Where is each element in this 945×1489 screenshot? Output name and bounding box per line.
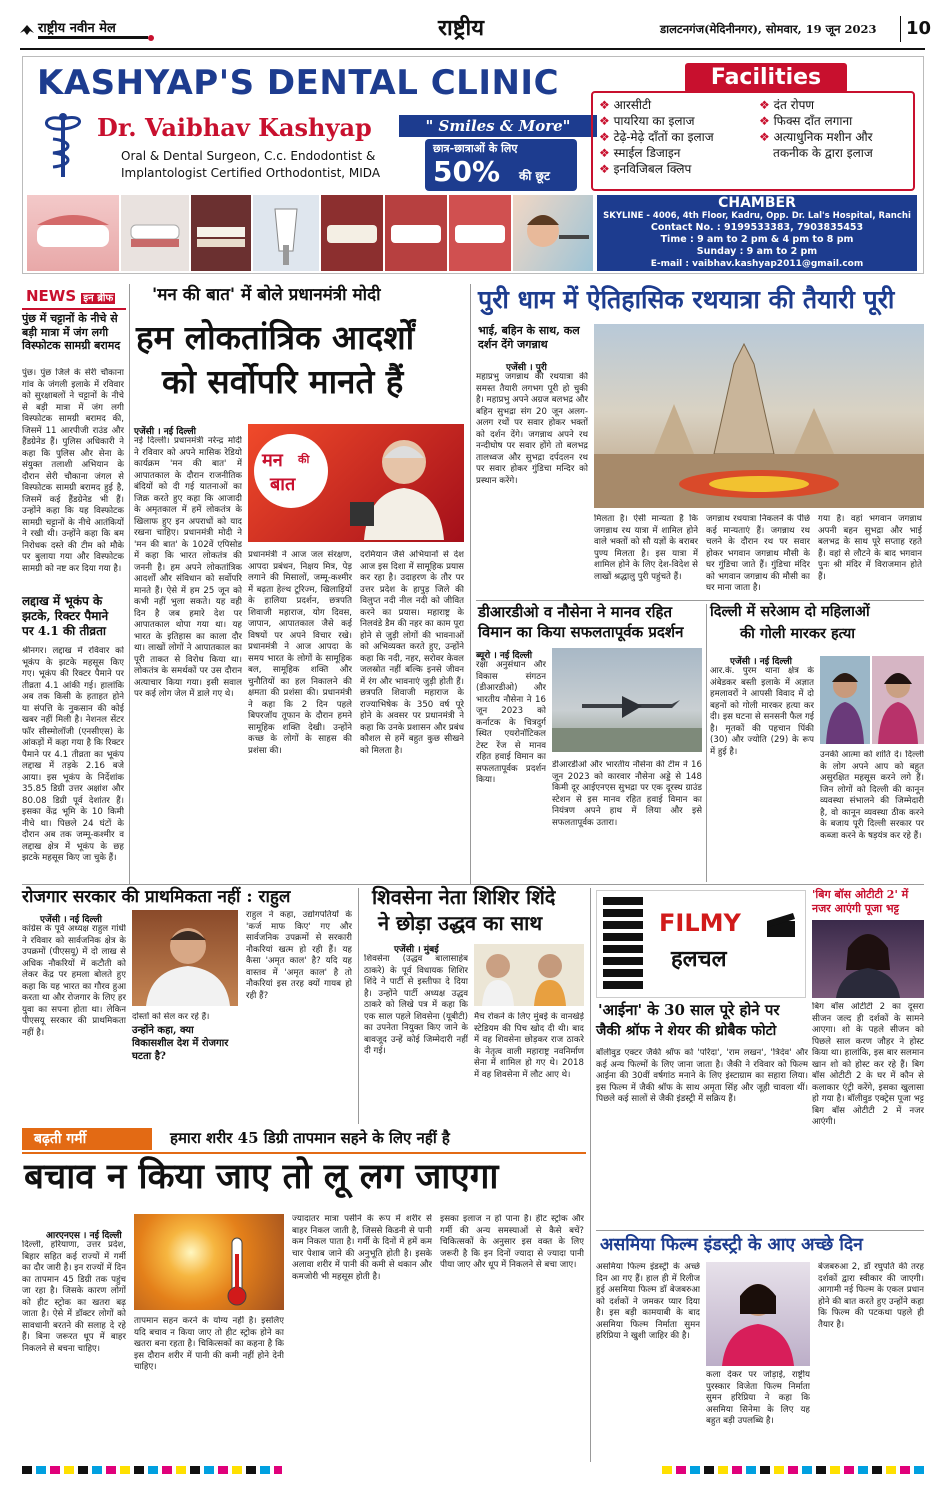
article-body: महाप्रभु जगन्नाथ की रथयात्रा की समस्त तैयारी लगभग पूरी हो चुकी है। महाप्रभु अपने अग्रज बलभद्र और बहिन सुभद्रा संग 20 जून अलग-अलग रथों पर सवार होकर भक्तों को दर्शन देंगे। जगन्नाथ अपने रथ नन्दीघोष पर सवार होंगे तो बलभद्र तालध्वज और सुभद्रा दर्पदलन रथ पर सवार होकर गुंडिचा मन्दिर को प्रस्थान करेंगे। [476, 372, 588, 486]
drdo-article [476, 604, 702, 882]
clapper-icon [765, 911, 797, 939]
brand-red-dot [148, 35, 154, 41]
facility-item: ❖ फिक्स दाँत लगाना [759, 114, 853, 128]
victim-photo [872, 656, 924, 744]
article-headline: को सर्वोपरि मानते हैं [162, 362, 404, 401]
dateline: एजेंसी । नई दिल्ली [40, 915, 102, 925]
article-headline: दिल्ली में सरेआम दो महिलाओं [710, 603, 870, 620]
article-headline: ने छोड़ा उद्धव का साथ [378, 911, 543, 935]
puri-temple-photo [594, 324, 924, 508]
chamber-email: E-mail : vaibhav.kashyap2011@gmail.com [650, 259, 864, 269]
article-body: कला देकर पर जोड़ाई, राष्ट्रीय पुरस्कार विजेता फिल्म निर्माता सुमन हरिप्रिया ने कहा कि असमिया सिनेमा के लिए यह बहुत बड़ी उपलब्धि है। [706, 1370, 810, 1426]
actress-photo [706, 1262, 810, 1366]
masthead [20, 14, 932, 50]
facility-item: ❖ टेढ़े-मेढ़े दाँतों का इलाज [599, 130, 714, 144]
chamber-time: Time : 9 am to 2 pm & 4 pm to 8 pm [660, 234, 854, 245]
jackie-headline-block [596, 1000, 808, 1046]
registration-mark [662, 1466, 924, 1474]
teeth-photo [321, 195, 383, 271]
news-brief-underline [22, 308, 126, 310]
mann-ki-baat-photo [248, 424, 464, 542]
article-body: कांग्रेस के पूर्व अध्यक्ष राहुल गांधी ने रविवार को सार्वजनिक क्षेत्र के उपक्रमों (पीएसयू) में दो लाख से अधिक नौकरियों में कटौती को लेकर केंद्र पर हमला बोलते हुए कहा कि यह भारत का गौरव हुआ करता था और रोजगार के लिए हर युवा का सपना होता था। लेकिन पीएसयू सरकार की प्राथमिकता नहीं है। [22, 924, 126, 1038]
column-rule [358, 888, 359, 1124]
article-body: मिलता है। ऐसी मान्यता है कि जगन्नाथ रथ यात्रा में शामिल होने वाले भक्तों को सौ यज्ञों के बराबर पुण्य मिलता है। इस यात्रा में शामिल होने के लिए देश-विदेश से लाखों श्रद्धालु पुरी पहुंचते हैं। [594, 514, 698, 582]
article-body: डीआरडीओ और भारतीय नौसेना की टीम ने 16 जून 2023 को कारवार नौसेना अड्डे से 148 किमी दूर आईएनएस सुभद्रा पर एक दूरस्थ ग्राउंड स्टेशन से इस मानव रहित हवाई विमान का नियंत्रण अपने हाथ में लिया और इसे सफलतापूर्वक उतारा। [552, 760, 702, 828]
news-brief-label [26, 286, 115, 305]
teeth-photo [121, 195, 189, 271]
chamber-address: SKYLINE - 4006, 4th Floor, Kadru, Opp. Dr. Lal's Hospital, Ranchi [603, 211, 911, 221]
caduceus-icon [35, 111, 91, 179]
offer-box [425, 139, 577, 191]
article-body: आर.के. पुरम थाना क्षेत्र के अंबेडकर बस्ती इलाके में अज्ञात हमलावरों ने आपसी विवाद में दो बहनों को गोली मारकर हत्या कर दी। इस घटना से सनसनी फैल गई है। मृतकों की पहचान पिंकी (30) और ज्योति (29) के रूप में हुई है। [710, 666, 814, 757]
filmy-logo-text: FILMY [659, 909, 741, 937]
rahul-article [22, 888, 352, 1124]
clinic-name: KASHYAP'S DENTAL CLINIC [37, 63, 560, 103]
tagline: " Smiles & More" [399, 115, 597, 137]
chamber-title: CHAMBER [718, 195, 796, 211]
facility-item: तकनीक के द्वारा इलाज [773, 146, 873, 160]
article-body: राहुल ने कहा, उद्योगपतियों के 'कर्ज माफ किए' गए और सार्वजनिक उपक्रमों से सरकारी नौकरियां खत्म हो रही हैं। यह कैसा 'अमृत काल' है? यदि यह वास्तव में 'अमृत काल' है तो नौकरियां इस तरह क्यों गायब हो रही हैं? [246, 910, 352, 1001]
brand-name: राष्ट्रीय नवीन मेल [38, 21, 116, 36]
rahul-photo [132, 910, 238, 1006]
teeth-photo [449, 195, 511, 271]
facility-item: ❖ पायरिया का इलाज [599, 114, 695, 128]
brand-underline [38, 36, 148, 39]
dental-ad [22, 56, 924, 274]
article-body: ज्यादातर मात्रा पसीने के रूप में शरीर से बाहर निकल जाती है, जिससे किडनी से पानी कम निकल पाता है। गर्मी के दिनों में हमें कम चार पेशाब जाने की अनुभूति होती है। इसके अलावा शरीर में पानी की कमी से थकान और कमजोरी भी महसूस होती है। [292, 1214, 432, 1282]
brief-body: पुंछ। पुंछ जिले के सेरी चौकाना गांव के जंगली इलाके में रविवार को सुरक्षाबलों ने चट्टानों के नीचे से बड़ी मात्रा में जंग लगी विस्फोटक सामग्री बरामद की, जिसमें 11 आरपीजी राउंड और हैंडग्रेनेड हैं। पुलिस अधिकारी ने कहा कि पुलिस और सेना के संयुक्त तलाशी अभियान के दौरान सेरी चौकाना जंगल से विस्फोटक सामग्री बरामद हुई है, जिसमें कई हैंडग्रेनेड भी हैं। उन्होंने कहा कि यह विस्फोटक सामग्री चट्टानों के नीचे आतंकियों ने रखी थी। उन्होंने कहा कि बम निरोधक दस्ते की टीम को मौके पर बुलाया गया और विस्फोटक सामग्री को नष्ट कर दिया गया है। [22, 368, 124, 574]
page-number-divider [900, 16, 901, 42]
heat-headline: बचाव न किया जाए तो लू लग जाएगा [24, 1156, 499, 1197]
assamese-headline: असमिया फिल्म इंडस्ट्री के आए अच्छे दिन [600, 1235, 863, 1255]
column-rule [470, 284, 471, 884]
news-brief [22, 284, 126, 884]
facilities-left [599, 97, 714, 177]
article-headline: जैकी श्रॉफ ने शेयर की थ्रोबैक फोटो [596, 1023, 777, 1039]
shivsena-article [364, 885, 584, 1124]
logo-text: बात [270, 474, 296, 495]
teeth-photo [385, 195, 447, 271]
article-headline: की गोली मारकर हत्या [740, 625, 856, 642]
film-reel-icon [603, 897, 643, 993]
facility-item: ❖ अत्याधुनिक मशीन और [759, 130, 873, 144]
registration-mark [22, 1466, 282, 1474]
chamber-contact: Contact No. : 9199533383, 7903835453 [650, 222, 864, 233]
drone-photo [552, 648, 702, 752]
brief-headline: पुंछ में चट्टानों के नीचे से बड़ी मात्रा में जंग लगी विस्फोटक सामग्री बरामद [22, 312, 121, 352]
article-body: इसका इलाज न हो पाना है। हीट स्ट्रोक और गर्मी की अन्य समस्याओं से कैसे बचें? चिकित्सकों के अनुसार इस वक्त के लिए जरूरी है कि इन दिनों ज्यादा से ज्यादा पानी पीया जाए और धूप में निकलने से बचा जाए। [440, 1214, 584, 1270]
dateline: एजेंसी । नई दिल्ली [730, 657, 792, 667]
article-body: बिग बॉस ओटीटी 2 का दूसरा सीजन जल्द ही दर्शकों के सामने आएगा। शो के पहले सीजन को पिछले साल करण जौहर ने होस्ट किया था। हालांकि, इस बार सलमान खान शो को होस्ट कर रहे हैं। बिग बॉस ओटीटी 2 के घर में कौन से कलाकार एंट्री करेंगे, इसका खुलासा हो गया है। बॉलीवुड एक्ट्रेस पूजा भट्ट बिग बॉस ओटीटी 2 में नजर आएंगी। [812, 1002, 924, 1127]
page-number: 10 [906, 18, 932, 39]
heat-label: बढ़ती गर्मी [22, 1128, 152, 1150]
victim-photo [820, 656, 870, 744]
article-headline: हम लोकतांत्रिक आदर्शों [136, 318, 415, 357]
heat-kicker: हमारा शरीर 45 डिग्री तापमान सहने के लिए नहीं है [170, 1129, 450, 1147]
article-headline: पुरी धाम में ऐतिहासिक रथयात्रा की तैयारी पूरी [478, 285, 895, 314]
filmy-logo [596, 890, 806, 998]
dateline: आरएनएस । नई दिल्ली [46, 1231, 122, 1241]
facilities-right [759, 97, 873, 161]
article-body: प्रधानमंत्री ने आज जल संरक्षण, आपदा प्रबंधन, निक्षय मित्र, पेड़ लगाने की मिसालों, जम्मू-कश्मीर में बढ़ता हेल्थ टूरिज्म, खिलाड़ियों के हालिया प्रदर्शन, छत्रपति शिवाजी महाराज, योग दिवस, जापान, आपातकाल जैसे कई विषयों पर अपने विचार रखे। प्रधानमंत्री ने आज आपदा के समय भारत के लोगों के सामूहिक बल, सामूहिक शक्ति और चुनौतियों का हल निकालने की क्षमता की प्रशंसा की। प्रधानमंत्री ने कहा कि 2 दिन पहले बिपरजॉय तूफान के दौरान हमने सामूहिक शक्ति देखी। उन्होंने कच्छ के लोगों के साहस की प्रशंसा की। [248, 550, 352, 756]
chamber-box [597, 195, 917, 271]
rathyatra-article [476, 284, 924, 600]
article-body: नई दिल्ली। प्रधानमंत्री नरेन्द्र मोदी ने रविवार को अपने मासिक रेडियो कार्यक्रम 'मन की बात' में आपातकाल के दौरान राजनीतिक बंदियों को दी गई यातनाओं का जिक्र करते हुए कहा कि आजादी के अमृतकाल में हमें लोकतंत्र के खिलाफ हुए इन अपराधों को याद रखना चाहिए। प्रधानमंत्री मोदी ने 'मन की बात' के 102वें एपिसोड में कहा कि भारत लोकतंत्र की जननी है। हम अपने लोकतांत्रिक आदर्शों और संविधान को सर्वोपरि मानते हैं। ऐसे में हम 25 जून को कभी नहीं भुला सकते। यह वही दिन है जब हमारे देश पर आपातकाल थोपा गया था। यह भारत के इतिहास का काला दौर था। लाखों लोगों ने आपातकाल का पूरी ताकत से विरोध किया था। लोकतंत्र के समर्थकों पर उस दौरान अत्याचार किया गया। इसी सवाल पर कई लोग जेल में डाले गए थे। [134, 436, 242, 699]
teeth-photo [27, 195, 119, 271]
sun-photo [134, 1214, 284, 1310]
dateline: एजेंसी । पुरी [506, 363, 547, 373]
section-rule [596, 1230, 924, 1231]
column-rule [706, 604, 707, 882]
section-rule [476, 600, 924, 601]
facility-item: ❖ आरसीटी [599, 98, 652, 112]
article-headline: 'आईना' के 30 साल पूरे होने पर [598, 1001, 780, 1019]
qualification-1: Oral & Dental Surgeon, C.c. Endodontist & [121, 149, 376, 163]
article-kicker: 'बिग बॉस ओटीटी 2' में नजर आएंगी पूजा भट्ट [812, 888, 909, 915]
chamber-sunday: Sunday : 9 am to 2 pm [696, 246, 818, 257]
pullquote: उन्होंने कहा, क्या विकासशील देश में रोजगार घटता है? [132, 1025, 229, 1062]
filmy-logo-text: हलचल [671, 946, 727, 972]
section-title: राष्ट्रीय [438, 15, 485, 41]
offer-suffix: की छूट [519, 169, 550, 183]
qualification-2: Implantologist Certified Orthodontist, MIDA [121, 166, 381, 180]
logo-text: मन [262, 450, 283, 471]
facilities-title: Facilities [685, 63, 847, 93]
facility-item: ❖ दंत रोपण [759, 98, 815, 112]
column-rule [590, 888, 591, 1462]
article-body: दोस्तों को सेल कर रहे हैं। [132, 1012, 210, 1022]
child-dentist-photo [513, 195, 593, 271]
article-body: उनकी आत्मा को शांति दे। दिल्ली के लोग अपने आप को बहुत असुरक्षित महसूस करने लगे हैं। जिन लोगों को दिल्ली की कानून व्यवस्था संभालने की जिम्मेदारी है, वो कानून व्यवस्था ठीक करने के बजाय पूरी दिल्ली सरकार पर कब्जा करने के षड़यंत्र कर रहे हैं। [820, 750, 924, 841]
dateline: एजेंसी । नई दिल्ली [134, 427, 196, 437]
article-kicker: 'मन की बात' में बोले प्रधानमंत्री मोदी [152, 285, 381, 305]
mann-ki-baat-article [134, 284, 464, 882]
column-rule [129, 284, 130, 884]
masthead-rule [20, 48, 925, 50]
brief-headline: लद्दाख में भूकंप के झटके, रिक्टर पैमाने पर 4.1 की तीव्रता [22, 594, 109, 638]
news-label: NEWS [26, 287, 77, 305]
article-headline: विमान का किया सफलतापूर्वक प्रदर्शन [478, 623, 684, 641]
article-body: मैच रोकने के लिए मुंबई के वानखेड़े स्टेडियम की पिच खोद दी थी। बाद में वह शिवसेना छोड़कर राज ठाकरे के नेतृत्व वाली महाराष्ट्र नवनिर्माण सेना में शामिल हो गए थे। 2018 में वह शिवसेना में लौट आए थे। [474, 1012, 584, 1080]
dateline: ब्यूरो । नई दिल्ली [476, 651, 533, 661]
facility-item: ❖ स्माईल डिजाइन [599, 146, 681, 160]
pooja-photo [812, 920, 924, 998]
article-body: बॉलीवुड एक्टर जैकी श्रॉफ को 'परिंदा', 'राम लखन', 'त्रिदेव' और कई अन्य फिल्मों के लिए जाना जाता है। जैकी ने रविवार को फिल्म आईना की 30वीं वर्षगांठ मनाने के लिए इंस्टाग्राम का सहारा लिया। इस फिल्म में जैकी श्रॉफ के साथ अमृता सिंह और जूही चावला थीं। पिछले कई सालों से जैकी इंडस्ट्री में सक्रिय हैं। [596, 1048, 808, 1104]
dateline: डालटनगंज(मेदिनीनगर), सोमवार, 19 जून 2023 [660, 22, 877, 36]
article-headline: रोजगार सरकार की प्राथमिकता नहीं : राहुल [22, 887, 291, 907]
article-body: तापमान सहन करने के योग्य नहीं है। इसलिए यदि बचाव न किया जाए तो हीट स्ट्रोक होने का खतरा बना रहता है। चिकित्सकों का कहना है कि इस दौरान शरीर में पानी की कमी नहीं होने देनी चाहिए। [134, 1316, 284, 1372]
offer-line: छात्र-छात्राओं के लिए [433, 142, 518, 155]
article-headline: डीआरडीओ व नौसेना ने मानव रहित [478, 603, 673, 621]
offer-value: 50% [433, 155, 501, 188]
doctor-name: Dr. Vaibhav Kashyap [97, 113, 372, 142]
article-body: रक्षा अनुसंधान और विकास संगठन (डीआरडीओ) और भारतीय नौसेना ने 16 जून 2023 को कर्नाटक के चित्रदुर्ग स्थित एयरोनॉटिकल टेस्ट रेंज से मानव रहित हवाई विमान का सफलतापूर्वक प्रदर्शन किया। [476, 660, 546, 785]
facility-item: ❖ इनविजिबल क्लिप [599, 162, 692, 176]
dateline: एजेंसी । मुंबई [394, 945, 439, 955]
article-body: असमिया फिल्म इंडस्ट्री के अच्छे दिन आ गए हैं। हाल ही में रिलीज हुई असमिया फिल्म डॉ बेजबरुआ को दर्शकों ने जमकर प्यार दिया है। इस बड़ी कामयाबी के बाद असमिया फिल्म निर्माता सुमन हरिप्रिया ने खुशी जाहिर की है। [596, 1262, 700, 1341]
leaders-photo [474, 944, 584, 1006]
brand-logo-icon [20, 20, 34, 30]
article-body: शिवसेना (उद्धव बालासाहेब ठाकरे) के पूर्व विधायक शिशिर शिंदे ने पार्टी से इस्तीफा दे दिया है। उन्होंने पार्टी अध्यक्ष उद्धव ठाकरे को लिखे पत्र में कहा कि एक साल पहले शिवसेना (यूबीटी) का उपनेता नियुक्त किए जाने के बावजूद उन्हें कोई जिम्मेदारी नहीं दी गई। [364, 954, 468, 1056]
teeth-photo [253, 195, 319, 271]
article-subhead: भाई, बहिन के साथ, कल दर्शन देंगे जगन्नाथ [478, 324, 580, 351]
article-body: जगन्नाथ रथयात्रा निकलने के पीछे कई मान्यताएं हैं। जगन्नाथ रथ चलने के दौरान रथ पर सवार होकर भगवान जगन्नाथ मौसी के घर गुंडिचा जाते हैं। गुंडिचा मंदिर को भगवान जगन्नाथ की मौसी का घर माना जाता है। [706, 514, 810, 593]
color-registration-strip [22, 1466, 924, 1480]
article-headline: शिवसेना नेता शिशिर शिंदे [372, 885, 556, 909]
logo-text: की [298, 453, 310, 466]
article-body: गया है। वहां भगवान जगन्नाथ अपनी बहन सुभद्रा और भाई बलभद्र के साथ पूरे सप्ताह रहते हैं। वहां से लौटने के बाद भगवान पुनः श्री मंदिर में विराजमान होते हैं। [818, 514, 922, 582]
brief-label: इन ब्रीफ [83, 293, 114, 304]
article-body: बेजबरुआ 2, डॉ रघुपति की तरह दर्शकों द्वारा स्वीकार की जाएगी। आगामी नई फिल्म के एकल प्रधान होने की बात करते हुए उन्होंने कहा कि फिल्म की पटकथा पहले ही तैयार है। [818, 1262, 924, 1330]
section-rule [22, 1152, 586, 1154]
teeth-photo [191, 195, 251, 271]
delhi-murder-article [710, 604, 924, 882]
article-body: दिल्ली, हरियाणा, उत्तर प्रदेश, बिहार सहित कई राज्यों में गर्मी का दौर जारी है। इन राज्यों में दिन का तापमान 45 डिग्री तक पहुंच जा रहा है। जिसके कारण लोगों को हीट स्ट्रोक का खतरा बढ़ जाता है। ऐसे में डॉक्टर लोगों को सावधानी बरतने की सलाह दे रहे हैं। बिना जरूरत धूप में बाहर निकलने से बचना चाहिए। [22, 1240, 126, 1354]
article-body: दरमियान जैसे अभियानों से देश आज इस दिशा में सामूहिक प्रयास कर रहा है। उदाहरण के तौर पर उत्तर प्रदेश के हापुड़ जिले की विलुप्त नदी नील नदी को जीवित करने का प्रयास। महाराष्ट्र के निलवंडे डैम की नहर का काम पूरा होने से जुड़ी लोगों की भावनाओं को अभिव्यक्त करते हुए, उन्होंने कहा कि नदी, नहर, सरोवर केवल जलस्रोत नहीं बल्कि इनसे जीवन में रंग और भावनाएं जुड़ी होती हैं। छत्रपति शिवाजी महाराज के राज्याभिषेक के 350 वर्ष पूरे होने के अवसर पर प्रधानमंत्री ने कहा कि उनके प्रशासन और प्रबंध कौशल से हमें बहुत कुछ सीखने को मिलता है। [360, 550, 464, 756]
brief-body: श्रीनगर। लद्दाख में रविवार को भूकंप के झटके महसूस किए गए। भूकंप की रिक्टर पैमाने पर तीव्रता 4.1 आंकी गई। हालांकि अब तक किसी के हताहत होने या संपत्ति के नुकसान की कोई खबर नहीं मिली है। नेशनल सेंटर फॉर सीस्मोलॉजी (एनसीएस) के आंकड़ों में कहा गया है कि रिक्टर पैमाने पर 4.1 तीव्रता का भूकंप लद्दाख में तड़के 2.16 बजे आया। इस भूकंप के निर्देशांक 35.85 डिग्री उत्तर अक्षांश और 80.08 डिग्री पूर्व देशांतर हैं। इसका केंद्र भूमि के 10 किमी नीचे था। पिछले 24 घंटों के दौरान अब तक जम्मू-कश्मीर व लद्दाख क्षेत्र में भूकंप के छह झटके महसूस किए जा चुके हैं। [22, 646, 124, 863]
